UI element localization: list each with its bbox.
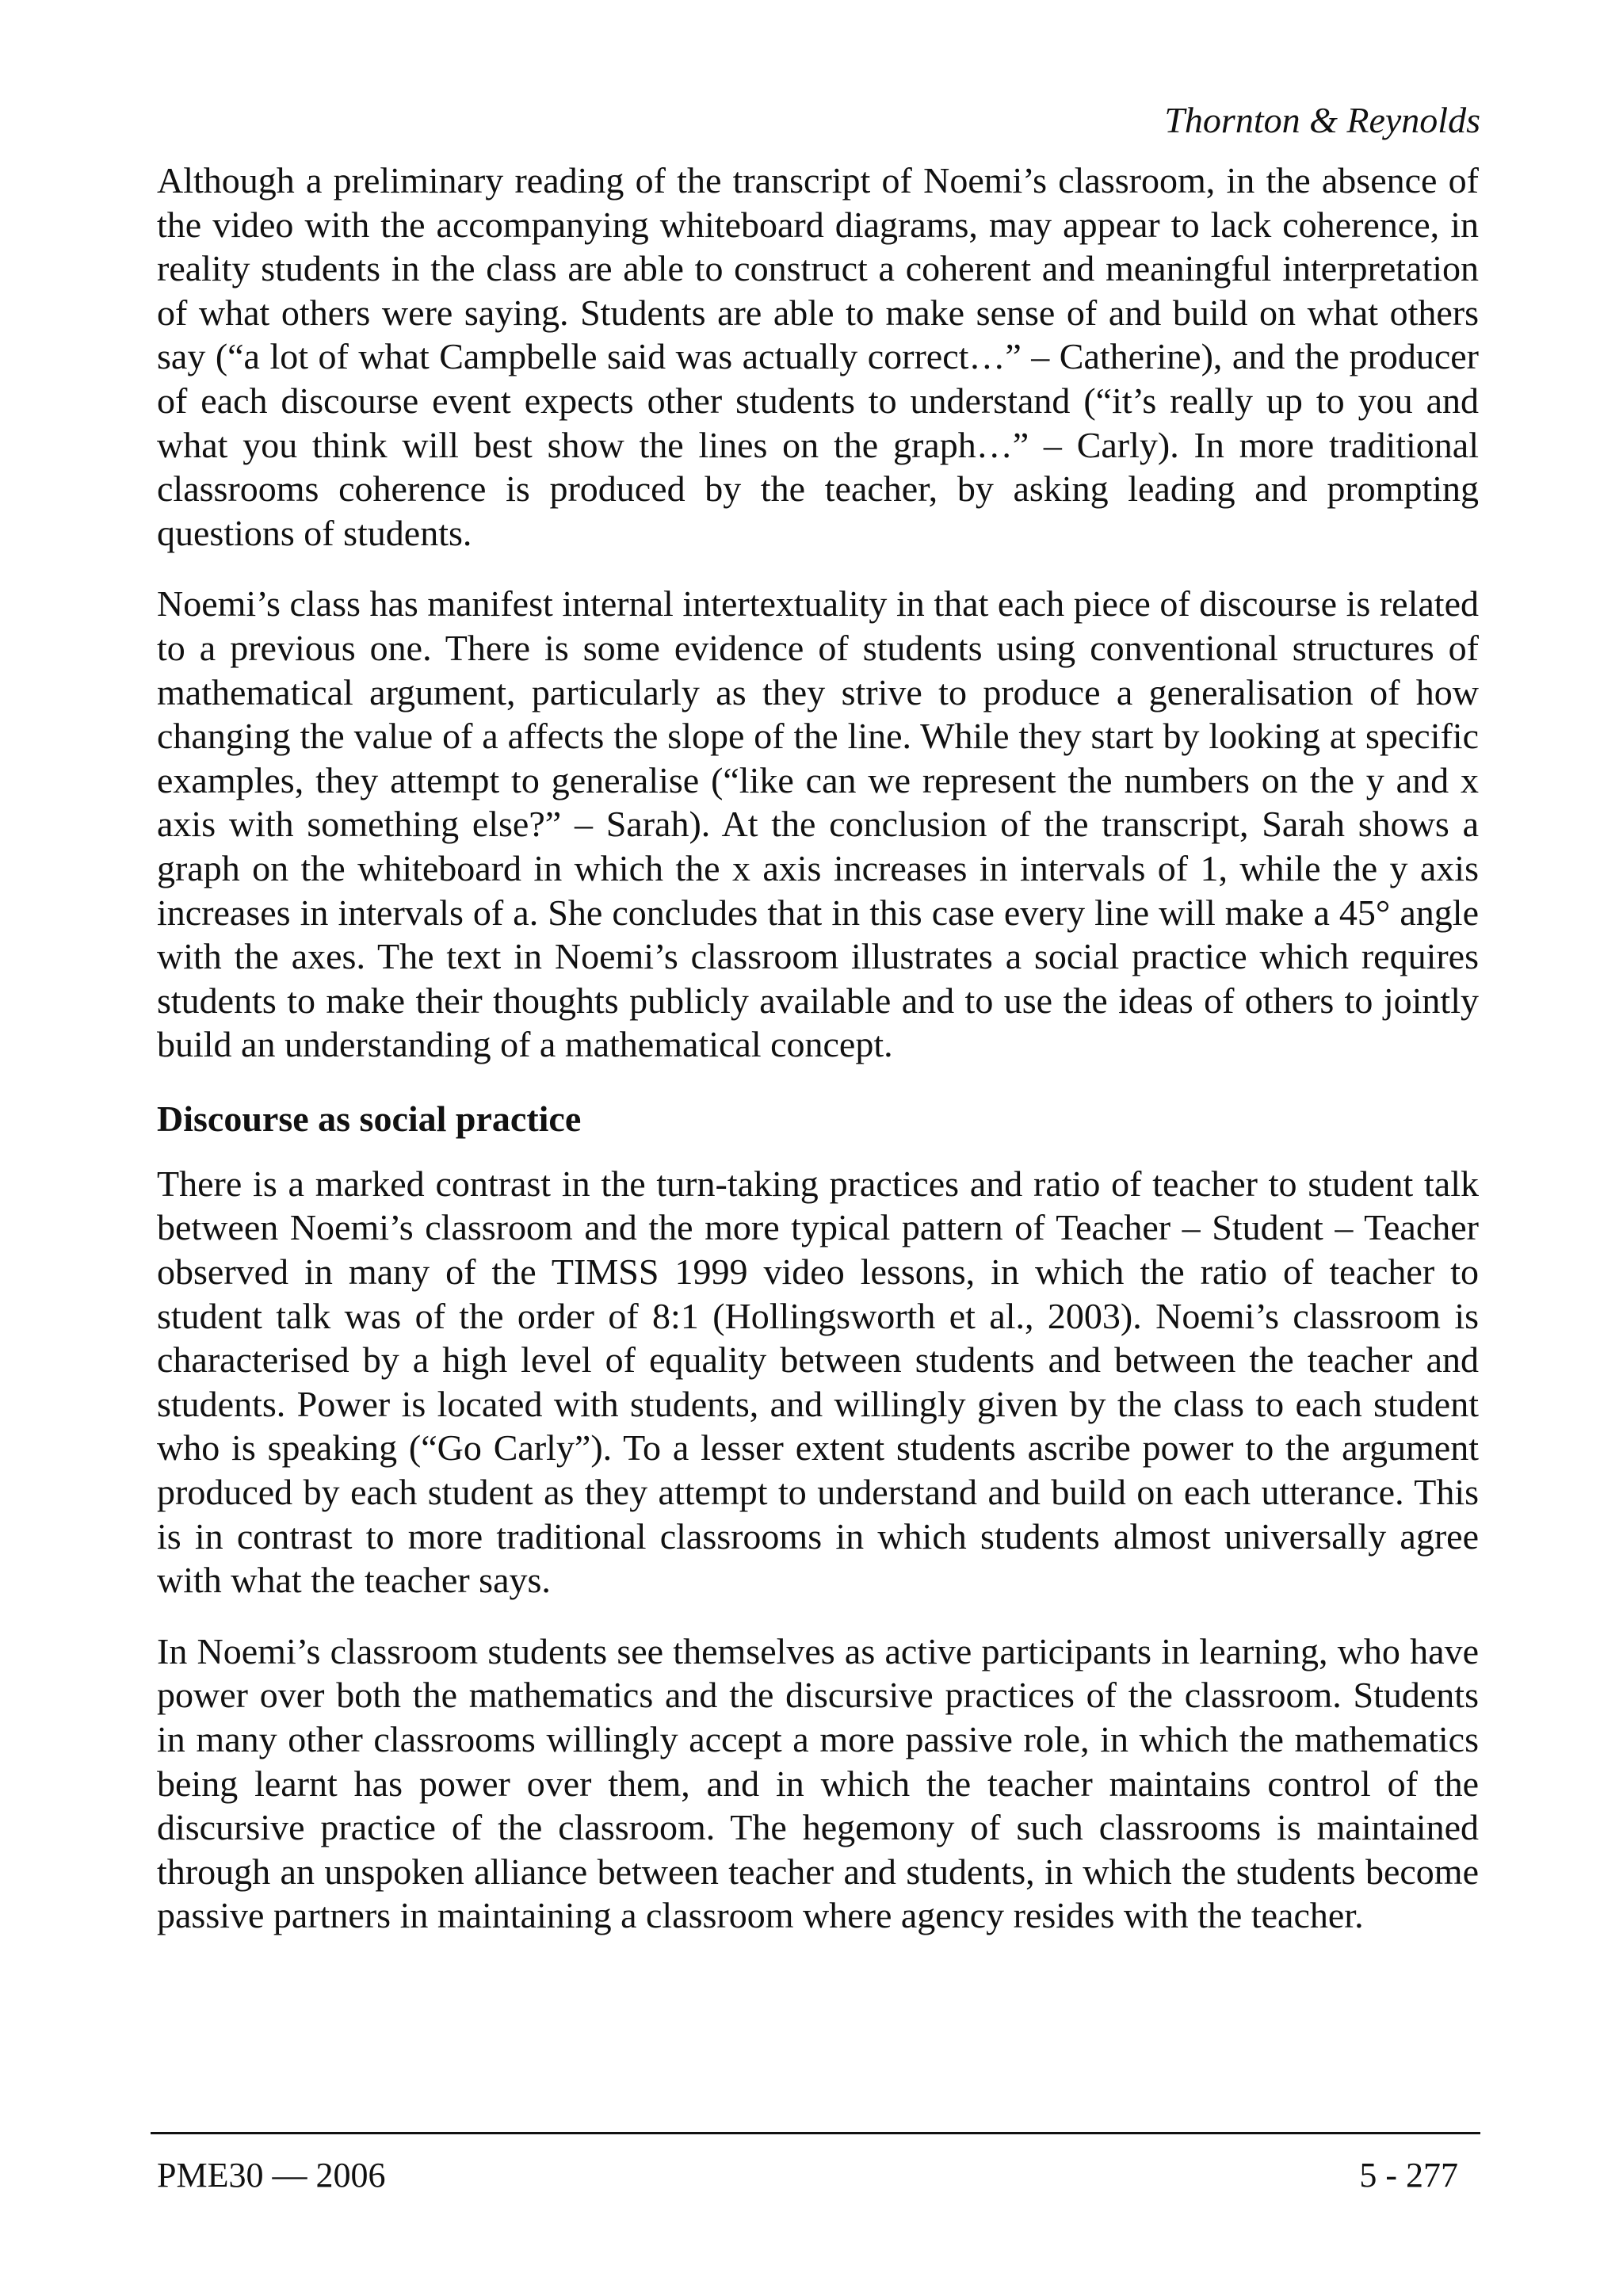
- paragraph-active-participants: In Noemi’s classroom students see themselves as active participants in learning, who have power over both the mathematics and the discursive practices of the classroom. Students in many other classrooms willingly accept a more passive role, in which the mathematics being learnt has power over them, and in which the teacher maintains control of the discursive practice of the classroom. The hegemony of such classrooms is maintained through an unspoken alliance between teacher and students, in which the students become passive partners in maintaining a classroom where agency resides with the teacher.: [157, 1630, 1479, 1936]
- article-body: [157, 159, 1479, 1965]
- footer-conference: PME30 — 2006: [157, 2156, 386, 2195]
- footer-rule: [151, 2132, 1480, 2134]
- paragraph-turn-taking: There is a marked contrast in the turn-taking practices and ratio of teacher to student talk between Noemi’s classroom and the more typical pattern of Teacher – Student – Teacher observed in many of the TIMSS 1999 video lessons, in which the ratio of teacher to student talk was of the order of 8:1 (Hollingsworth et al., 2003). Noemi’s classroom is characterised by a high level of equality between students and between the teacher and students. Power is located with students, and willingly given by the class to each student who is speaking (“Go Carly”). To a lesser extent students ascribe power to the argument produced by each student as they attempt to understand and build on each utterance. This is in contrast to more traditional classrooms in which students almost universally agree with what the teacher says.: [157, 1163, 1479, 1601]
- section-heading: Discourse as social practice: [157, 1098, 582, 1139]
- running-head: Thornton & Reynolds: [1164, 100, 1480, 140]
- paragraph-coherence: Although a preliminary reading of the transcript of Noemi’s classroom, in the absence of the video with the accompanying whiteboard diagrams, may appear to lack coherence, in reality students in the class are able to construct a coherent and meaningful interpretation of what others were saying. Students are able to make sense of and build on what others say (“a lot of what Campbelle said was actually correct…” – Catherine), and the producer of each discourse event expects other students to understand (“it’s really up to you and what you think will best show the lines on the graph…” – Carly). In more traditional classrooms coherence is produced by the teacher, by asking leading and prompting questions of students.: [157, 160, 1479, 553]
- paragraph-intertextuality: Noemi’s class has manifest internal intertextuality in that each piece of discourse is related to a previous one. There is some evidence of students using conventional structures of mathematical argument, particularly as they strive to produce a generalisation of how changing the value of a affects the slope of the line. While they start by looking at specific examples, they attempt to generalise (“like can we represent the numbers on the y and x axis with something else?” – Sarah). At the conclusion of the transcript, Sarah shows a graph on the whiteboard in which the x axis increases in intervals of 1, while the y axis increases in intervals of a. She concludes that in this case every line will make a 45° angle with the axes. The text in Noemi’s classroom illustrates a social practice which requires students to make their thoughts publicly available and to use the ideas of others to jointly build an understanding of a mathematical concept.: [157, 583, 1479, 1065]
- footer-page-number: 5 - 277: [1359, 2156, 1458, 2195]
